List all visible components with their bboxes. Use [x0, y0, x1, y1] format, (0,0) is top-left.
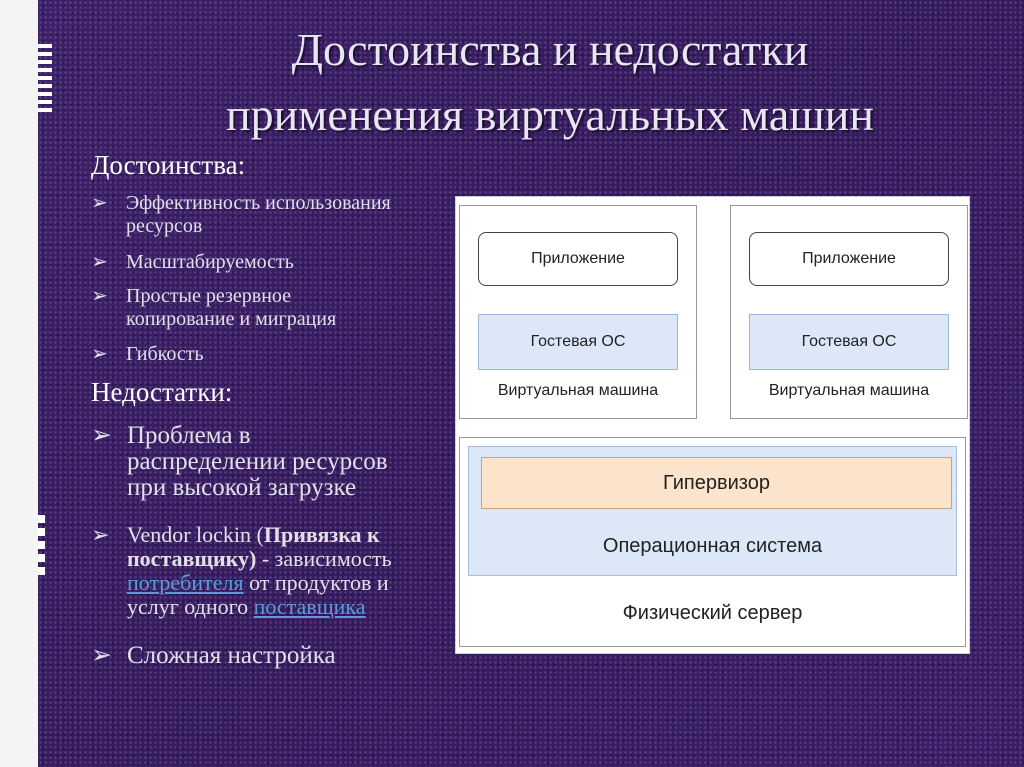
- slide-title-line-2: применения виртуальных машин: [226, 89, 874, 140]
- list-item: [91, 343, 491, 367]
- left-decoration-bar: [38, 92, 52, 96]
- application-box: Приложение: [478, 232, 678, 286]
- advantage-text: Простые резервное: [126, 285, 292, 307]
- left-decoration-bar: [38, 515, 45, 523]
- bullet-arrow-icon: ➢: [91, 522, 110, 547]
- consumer-link[interactable]: потребителя: [127, 570, 244, 595]
- host-os-label: Операционная система: [602, 535, 823, 557]
- bullet-arrow-icon: ➢: [91, 285, 108, 307]
- list-item: [91, 251, 491, 275]
- disadvantage-text: Сложная настройка: [127, 642, 336, 669]
- left-decoration-bar: [38, 108, 52, 112]
- disadvantage-text-bold: Привязка к: [263, 522, 380, 547]
- left-decoration-bar: [38, 52, 52, 56]
- disadvantage-text: Проблема в: [127, 422, 251, 449]
- advantages-heading: Достоинства:: [91, 150, 246, 180]
- left-decoration-bar: [38, 76, 52, 80]
- disadvantage-text: услуг одного: [127, 594, 254, 619]
- left-decoration-bar: [38, 541, 45, 549]
- left-decoration-bar: [38, 60, 52, 64]
- virtualization-diagram: [455, 196, 970, 654]
- list-item: [91, 192, 491, 238]
- disadvantage-text: при высокой загрузке: [127, 474, 357, 501]
- vendor-link[interactable]: поставщика: [253, 594, 366, 619]
- slide-title-line-1: Достоинства и недостатки: [291, 24, 809, 75]
- advantage-text: копирование и миграция: [126, 308, 337, 330]
- advantage-text: Эффективность использования: [126, 192, 391, 214]
- list-item: [91, 423, 491, 503]
- bullet-arrow-icon: ➢: [91, 422, 112, 449]
- application-box: Приложение: [749, 232, 949, 286]
- virtual-machine-box-left: [459, 205, 697, 419]
- left-decoration-bar: [38, 554, 45, 562]
- physical-server-box: [459, 437, 966, 647]
- left-decoration-bar: [38, 44, 52, 48]
- guest-os-box: Гостевая ОС: [749, 314, 949, 370]
- list-item: [91, 523, 491, 633]
- physical-server-label: Физический сервер: [622, 602, 803, 624]
- disadvantage-text-bold: поставщику): [127, 546, 257, 571]
- virtual-machine-label: Виртуальная машина: [497, 382, 659, 399]
- virtual-machine-box-right: [730, 205, 968, 419]
- disadvantage-text: Vendor lockin (: [127, 522, 264, 547]
- disadvantages-heading: Недостатки:: [91, 377, 233, 407]
- disadvantage-text: - зависимость: [256, 546, 392, 571]
- left-decoration-bar: [38, 68, 52, 72]
- left-decoration-bar: [38, 100, 52, 104]
- bullet-arrow-icon: ➢: [91, 251, 108, 273]
- disadvantage-text: распределении ресурсов: [127, 448, 388, 475]
- host-os-box: [468, 446, 957, 576]
- hypervisor-box: Гипервизор: [481, 457, 952, 509]
- bullet-arrow-icon: ➢: [91, 642, 112, 669]
- left-decoration-bar: [38, 84, 52, 88]
- advantage-text: Масштабируемость: [126, 251, 294, 273]
- advantage-text: Гибкость: [126, 343, 204, 365]
- bullet-arrow-icon: ➢: [91, 192, 108, 214]
- list-item: [91, 285, 491, 331]
- guest-os-box: Гостевая ОС: [478, 314, 678, 370]
- advantage-text: ресурсов: [126, 215, 203, 237]
- bullet-arrow-icon: ➢: [91, 343, 108, 365]
- list-item: [91, 643, 491, 673]
- disadvantage-text: от продуктов и: [243, 570, 389, 595]
- left-decoration-bar: [38, 567, 45, 575]
- virtual-machine-label: Виртуальная машина: [768, 382, 930, 399]
- left-decoration-bar: [38, 528, 45, 536]
